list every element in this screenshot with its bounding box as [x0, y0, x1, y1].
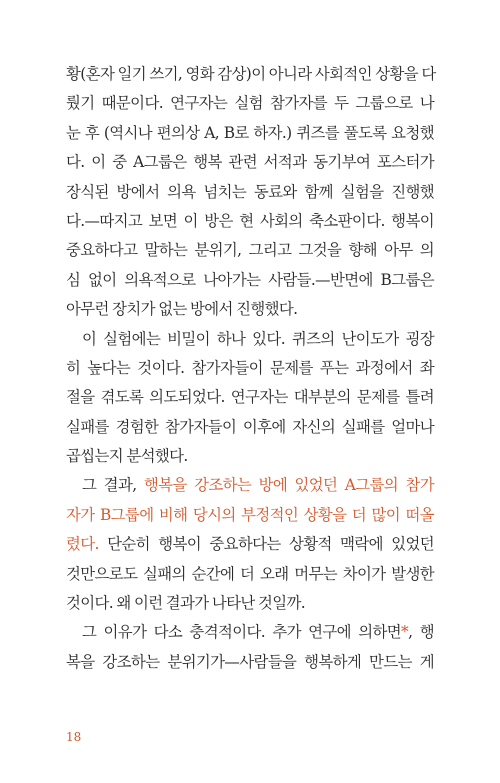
text-line — [66, 178, 434, 207]
text-line — [66, 413, 434, 442]
text-line — [66, 530, 434, 559]
text-line — [66, 383, 434, 412]
body-text — [66, 60, 434, 677]
text-segment: 그 이유가 다소 충격적이다. 추가 연구에 의하면 — [82, 623, 402, 642]
text-line — [66, 89, 434, 118]
text-line — [66, 266, 434, 295]
text-line — [66, 560, 434, 589]
text-line — [66, 501, 434, 530]
text-segment: 뤘기 때문이다. 연구자는 실험 참가자를 두 그룹으로 나 — [66, 94, 434, 113]
text-segment: 이 실험에는 비밀이 하나 있다. 퀴즈의 난이도가 굉장 — [82, 329, 434, 348]
text-segment: , 행 — [408, 623, 434, 642]
text-line — [66, 295, 434, 324]
highlighted-text: * — [401, 623, 409, 642]
text-segment: 황(혼자 일기 쓰기, 영화 감상)이 아니라 사회적인 상황을 다 — [66, 65, 436, 83]
text-segment: 복을 강조하는 분위기가—사람들을 행복하게 만드는 게 — [66, 652, 434, 671]
text-segment: 단순히 행복이 중요하다는 상황적 맥락에 있었던 — [98, 535, 434, 554]
text-line — [66, 442, 434, 471]
text-segment: 곱씹는지 분석했다. — [66, 447, 188, 466]
text-segment: 아무런 장치가 없는 방에서 진행했다. — [66, 300, 298, 319]
text-segment: 심 없이 의욕적으로 나아가는 사람들.—반면에 B그룹은 — [66, 270, 434, 289]
text-segment: 장식된 방에서 의욕 넘치는 동료와 함께 실험을 진행했 — [66, 182, 434, 201]
text-segment: 것만으로도 실패의 순간에 더 오래 머무는 차이가 발생한 — [66, 564, 434, 583]
text-line — [66, 325, 434, 354]
text-line — [66, 589, 434, 618]
highlighted-text: 행복을 강조하는 방에 있었던 A그룹의 참가 — [143, 476, 434, 495]
text-segment: 실패를 경험한 참가자들이 이후에 자신의 실패를 얼마나 — [66, 417, 434, 436]
text-line — [66, 60, 434, 89]
text-segment: 절을 겪도록 의도되었다. 연구자는 대부분의 문제를 틀려 — [66, 388, 434, 407]
highlighted-text: 렸다. — [66, 535, 99, 554]
highlighted-text: 자가 B그룹에 비해 당시의 부정적인 상황을 더 많이 떠올 — [66, 505, 434, 524]
text-line — [66, 618, 434, 647]
text-line — [66, 236, 434, 265]
text-segment: 히 높다는 것이다. 참가자들이 문제를 푸는 과정에서 좌 — [66, 358, 434, 377]
text-segment: 다. 이 중 A그룹은 행복 관련 서적과 동기부여 포스터가 — [66, 153, 434, 172]
text-segment: 중요하다고 말하는 분위기, 그리고 그것을 향해 아무 의 — [66, 241, 434, 260]
page-number: 18 — [66, 730, 82, 744]
text-line — [66, 148, 434, 177]
text-segment: 눈 후 (역시나 편의상 A, B로 하자.) 퀴즈를 풀도록 요청했 — [66, 123, 434, 142]
text-line — [66, 648, 434, 677]
text-segment: 것이다. 왜 이런 결과가 나타난 것일까. — [66, 594, 306, 613]
text-line — [66, 119, 434, 148]
text-line — [66, 207, 434, 236]
text-segment: 그 결과, — [82, 476, 144, 495]
text-line — [66, 471, 434, 500]
text-segment: 다.—따지고 보면 이 방은 현 사회의 축소판이다. 행복이 — [66, 211, 434, 230]
text-line — [66, 354, 434, 383]
